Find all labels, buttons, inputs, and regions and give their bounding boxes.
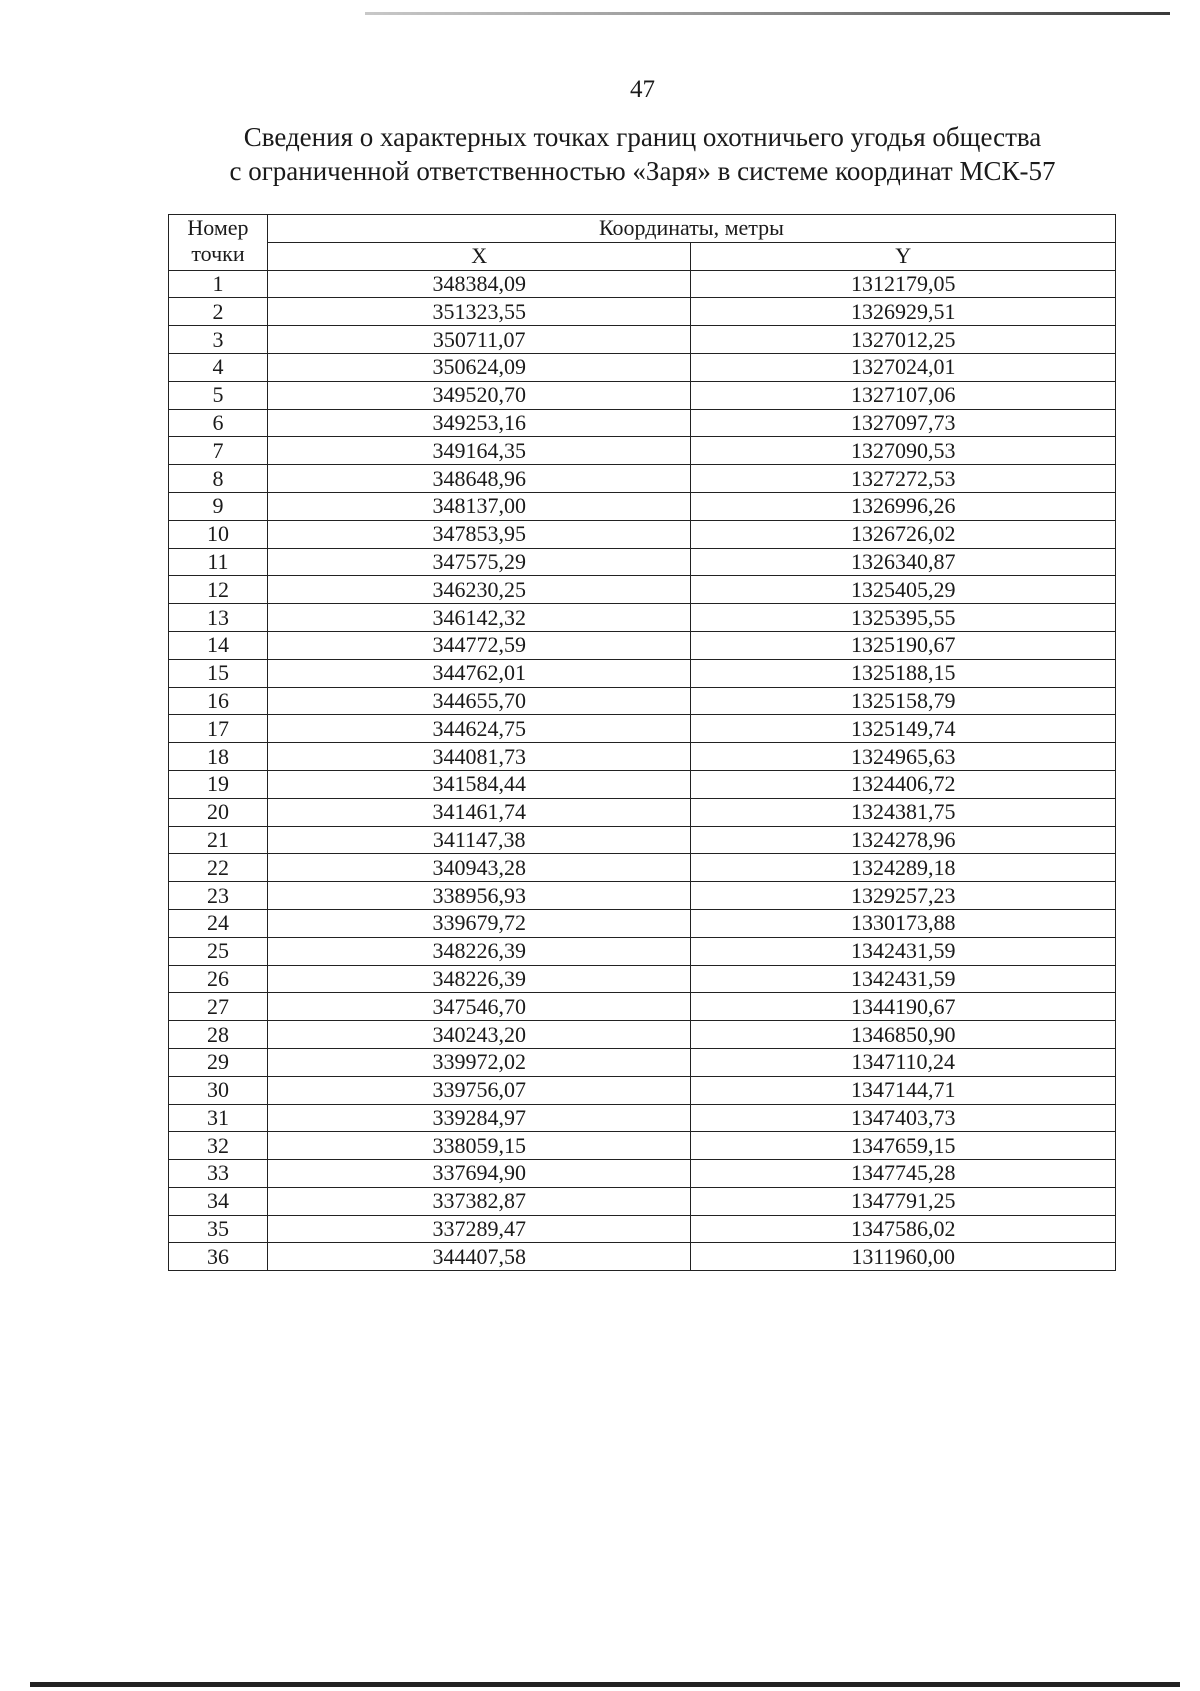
x-coordinate-cell: 348226,39 bbox=[267, 937, 691, 965]
table-row bbox=[169, 687, 1116, 715]
x-coordinate-cell: 349520,70 bbox=[267, 381, 691, 409]
point-number-cell: 13 bbox=[169, 604, 268, 632]
y-coordinate-cell: 1326340,87 bbox=[691, 548, 1116, 576]
x-coordinate-cell: 341147,38 bbox=[267, 826, 691, 854]
x-coordinate-cell: 337289,47 bbox=[267, 1215, 691, 1243]
y-coordinate-cell: 1327024,01 bbox=[691, 353, 1116, 381]
point-number-cell: 32 bbox=[169, 1132, 268, 1160]
x-header: X bbox=[267, 242, 691, 270]
x-coordinate-cell: 337382,87 bbox=[267, 1187, 691, 1215]
x-coordinate-cell: 337694,90 bbox=[267, 1160, 691, 1188]
y-coordinate-cell: 1326726,02 bbox=[691, 520, 1116, 548]
table-row bbox=[169, 770, 1116, 798]
x-coordinate-cell: 338956,93 bbox=[267, 882, 691, 910]
x-coordinate-cell: 341461,74 bbox=[267, 798, 691, 826]
table-row bbox=[169, 1021, 1116, 1049]
table-row bbox=[169, 659, 1116, 687]
point-number-cell: 11 bbox=[169, 548, 268, 576]
table-row bbox=[169, 1160, 1116, 1188]
table-row bbox=[169, 1243, 1116, 1271]
table-row bbox=[169, 1076, 1116, 1104]
point-number-cell: 8 bbox=[169, 465, 268, 493]
table-row bbox=[169, 826, 1116, 854]
x-coordinate-cell: 344624,75 bbox=[267, 715, 691, 743]
point-number-cell: 22 bbox=[169, 854, 268, 882]
table-row bbox=[169, 353, 1116, 381]
table-row bbox=[169, 604, 1116, 632]
point-number-cell: 33 bbox=[169, 1160, 268, 1188]
x-coordinate-cell: 339679,72 bbox=[267, 909, 691, 937]
y-coordinate-cell: 1347745,28 bbox=[691, 1160, 1116, 1188]
x-coordinate-cell: 347575,29 bbox=[267, 548, 691, 576]
y-coordinate-cell: 1347586,02 bbox=[691, 1215, 1116, 1243]
x-coordinate-cell: 341584,44 bbox=[267, 770, 691, 798]
x-coordinate-cell: 340943,28 bbox=[267, 854, 691, 882]
table-row bbox=[169, 437, 1116, 465]
point-number-header-line-1: Номер bbox=[187, 215, 249, 240]
y-coordinate-cell: 1330173,88 bbox=[691, 909, 1116, 937]
table-row bbox=[169, 965, 1116, 993]
title-line-2: с ограниченной ответственностью «Заря» в системе координат МСК-57 bbox=[229, 156, 1056, 186]
x-coordinate-cell: 349253,16 bbox=[267, 409, 691, 437]
point-number-cell: 36 bbox=[169, 1243, 268, 1271]
point-number-cell: 10 bbox=[169, 520, 268, 548]
y-coordinate-cell: 1325149,74 bbox=[691, 715, 1116, 743]
point-number-cell: 18 bbox=[169, 743, 268, 771]
point-number-cell: 6 bbox=[169, 409, 268, 437]
table-row bbox=[169, 743, 1116, 771]
x-coordinate-cell: 351323,55 bbox=[267, 298, 691, 326]
point-number-cell: 14 bbox=[169, 631, 268, 659]
y-coordinate-cell: 1326929,51 bbox=[691, 298, 1116, 326]
x-coordinate-cell: 348384,09 bbox=[267, 270, 691, 298]
y-coordinate-cell: 1347403,73 bbox=[691, 1104, 1116, 1132]
y-coordinate-cell: 1347791,25 bbox=[691, 1187, 1116, 1215]
point-number-cell: 19 bbox=[169, 770, 268, 798]
table-row bbox=[169, 1132, 1116, 1160]
y-coordinate-cell: 1342431,59 bbox=[691, 937, 1116, 965]
x-coordinate-cell: 344772,59 bbox=[267, 631, 691, 659]
document-title bbox=[150, 120, 1135, 188]
point-number-cell: 23 bbox=[169, 882, 268, 910]
point-number-cell: 3 bbox=[169, 326, 268, 354]
table-row bbox=[169, 409, 1116, 437]
point-number-cell: 16 bbox=[169, 687, 268, 715]
table-row bbox=[169, 993, 1116, 1021]
y-coordinate-cell: 1325188,15 bbox=[691, 659, 1116, 687]
y-coordinate-cell: 1325158,79 bbox=[691, 687, 1116, 715]
x-coordinate-cell: 344762,01 bbox=[267, 659, 691, 687]
x-coordinate-cell: 339972,02 bbox=[267, 1048, 691, 1076]
point-number-cell: 9 bbox=[169, 492, 268, 520]
x-coordinate-cell: 340243,20 bbox=[267, 1021, 691, 1049]
scan-border-bottom bbox=[30, 1682, 1180, 1687]
point-number-cell: 29 bbox=[169, 1048, 268, 1076]
point-number-cell: 20 bbox=[169, 798, 268, 826]
table-row bbox=[169, 492, 1116, 520]
x-coordinate-cell: 347853,95 bbox=[267, 520, 691, 548]
x-coordinate-cell: 346142,32 bbox=[267, 604, 691, 632]
table-row bbox=[169, 298, 1116, 326]
x-coordinate-cell: 348648,96 bbox=[267, 465, 691, 493]
point-number-cell: 15 bbox=[169, 659, 268, 687]
point-number-cell: 24 bbox=[169, 909, 268, 937]
point-number-header bbox=[169, 215, 268, 271]
x-coordinate-cell: 349164,35 bbox=[267, 437, 691, 465]
y-coordinate-cell: 1312179,05 bbox=[691, 270, 1116, 298]
y-coordinate-cell: 1324965,63 bbox=[691, 743, 1116, 771]
x-coordinate-cell: 348226,39 bbox=[267, 965, 691, 993]
y-coordinate-cell: 1325395,55 bbox=[691, 604, 1116, 632]
table-row bbox=[169, 631, 1116, 659]
coordinates-table bbox=[168, 214, 1116, 1271]
y-coordinate-cell: 1329257,23 bbox=[691, 882, 1116, 910]
table-row bbox=[169, 1187, 1116, 1215]
y-coordinate-cell: 1327097,73 bbox=[691, 409, 1116, 437]
point-number-cell: 34 bbox=[169, 1187, 268, 1215]
x-coordinate-cell: 346230,25 bbox=[267, 576, 691, 604]
y-coordinate-cell: 1326996,26 bbox=[691, 492, 1116, 520]
y-coordinate-cell: 1347110,24 bbox=[691, 1048, 1116, 1076]
point-number-cell: 35 bbox=[169, 1215, 268, 1243]
table-row bbox=[169, 715, 1116, 743]
y-coordinate-cell: 1342431,59 bbox=[691, 965, 1116, 993]
table-row bbox=[169, 1048, 1116, 1076]
x-coordinate-cell: 344407,58 bbox=[267, 1243, 691, 1271]
y-coordinate-cell: 1325190,67 bbox=[691, 631, 1116, 659]
table-header-row-2 bbox=[169, 242, 1116, 270]
table-row bbox=[169, 937, 1116, 965]
point-number-cell: 30 bbox=[169, 1076, 268, 1104]
coordinates-header: Координаты, метры bbox=[267, 215, 1115, 243]
y-coordinate-cell: 1311960,00 bbox=[691, 1243, 1116, 1271]
x-coordinate-cell: 339284,97 bbox=[267, 1104, 691, 1132]
table-row bbox=[169, 465, 1116, 493]
y-coordinate-cell: 1324289,18 bbox=[691, 854, 1116, 882]
y-coordinate-cell: 1327272,53 bbox=[691, 465, 1116, 493]
point-number-cell: 5 bbox=[169, 381, 268, 409]
table-row bbox=[169, 1104, 1116, 1132]
table-row bbox=[169, 1215, 1116, 1243]
point-number-cell: 1 bbox=[169, 270, 268, 298]
title-line-1: Сведения о характерных точках границ охотничьего угодья общества bbox=[243, 122, 1042, 152]
x-coordinate-cell: 347546,70 bbox=[267, 993, 691, 1021]
y-coordinate-cell: 1324278,96 bbox=[691, 826, 1116, 854]
point-number-header-line-2: точки bbox=[191, 241, 245, 266]
x-coordinate-cell: 348137,00 bbox=[267, 492, 691, 520]
table-row bbox=[169, 798, 1116, 826]
point-number-cell: 28 bbox=[169, 1021, 268, 1049]
y-coordinate-cell: 1327090,53 bbox=[691, 437, 1116, 465]
y-header: Y bbox=[691, 242, 1116, 270]
point-number-cell: 2 bbox=[169, 298, 268, 326]
table-row bbox=[169, 520, 1116, 548]
y-coordinate-cell: 1347659,15 bbox=[691, 1132, 1116, 1160]
point-number-cell: 4 bbox=[169, 353, 268, 381]
table-row bbox=[169, 326, 1116, 354]
x-coordinate-cell: 338059,15 bbox=[267, 1132, 691, 1160]
table-row bbox=[169, 882, 1116, 910]
x-coordinate-cell: 339756,07 bbox=[267, 1076, 691, 1104]
y-coordinate-cell: 1347144,71 bbox=[691, 1076, 1116, 1104]
scan-border-top bbox=[365, 12, 1170, 15]
table-row bbox=[169, 909, 1116, 937]
table-row bbox=[169, 270, 1116, 298]
table-row bbox=[169, 576, 1116, 604]
point-number-cell: 27 bbox=[169, 993, 268, 1021]
table-body bbox=[169, 270, 1116, 1271]
table-row bbox=[169, 548, 1116, 576]
y-coordinate-cell: 1327012,25 bbox=[691, 326, 1116, 354]
point-number-cell: 7 bbox=[169, 437, 268, 465]
x-coordinate-cell: 350624,09 bbox=[267, 353, 691, 381]
point-number-cell: 12 bbox=[169, 576, 268, 604]
y-coordinate-cell: 1324381,75 bbox=[691, 798, 1116, 826]
table-row bbox=[169, 854, 1116, 882]
y-coordinate-cell: 1327107,06 bbox=[691, 381, 1116, 409]
point-number-cell: 17 bbox=[169, 715, 268, 743]
y-coordinate-cell: 1344190,67 bbox=[691, 993, 1116, 1021]
point-number-cell: 26 bbox=[169, 965, 268, 993]
point-number-cell: 21 bbox=[169, 826, 268, 854]
x-coordinate-cell: 344081,73 bbox=[267, 743, 691, 771]
y-coordinate-cell: 1325405,29 bbox=[691, 576, 1116, 604]
y-coordinate-cell: 1346850,90 bbox=[691, 1021, 1116, 1049]
table-row bbox=[169, 381, 1116, 409]
y-coordinate-cell: 1324406,72 bbox=[691, 770, 1116, 798]
point-number-cell: 31 bbox=[169, 1104, 268, 1132]
table-header-row-1 bbox=[169, 215, 1116, 243]
x-coordinate-cell: 344655,70 bbox=[267, 687, 691, 715]
x-coordinate-cell: 350711,07 bbox=[267, 326, 691, 354]
point-number-cell: 25 bbox=[169, 937, 268, 965]
page-number: 47 bbox=[630, 76, 655, 103]
